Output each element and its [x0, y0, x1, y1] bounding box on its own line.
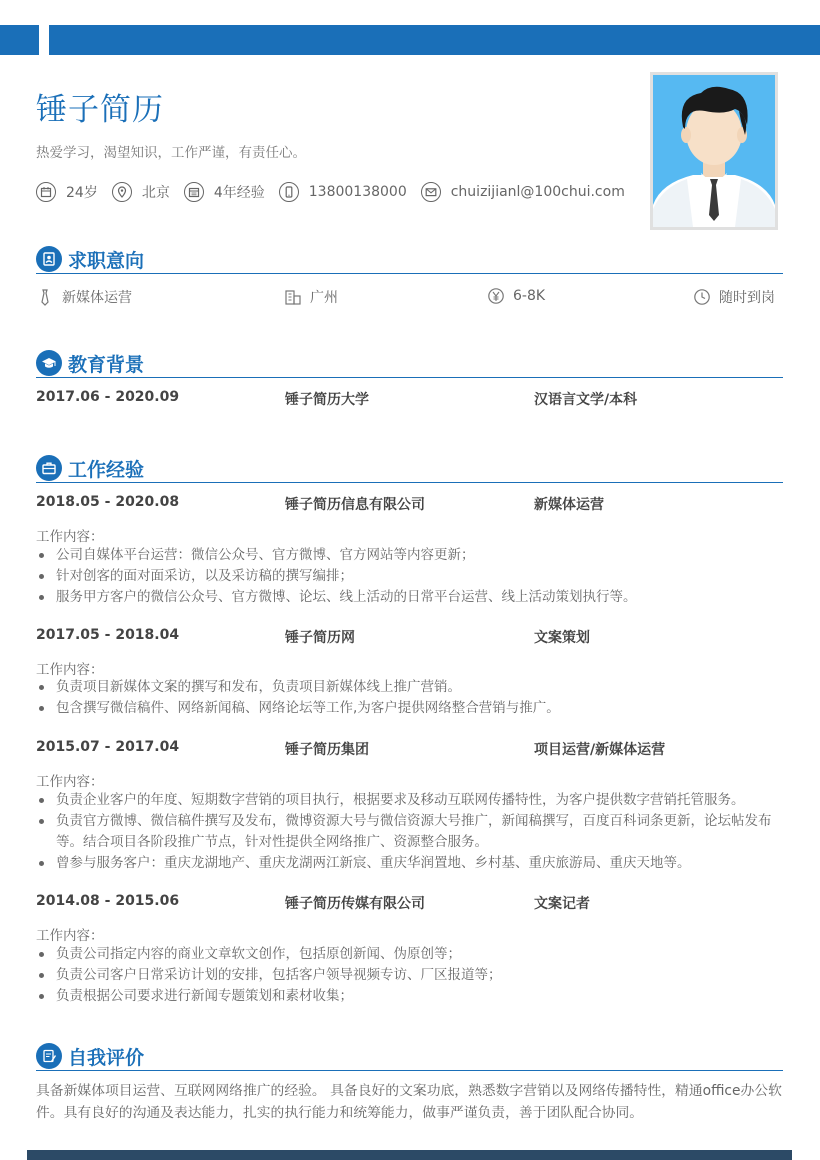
work-content-label: 工作内容： [36, 529, 104, 545]
briefcase-icon [36, 455, 62, 481]
intent-row [36, 287, 783, 309]
section-title-intent: 求职意向 [68, 250, 145, 272]
list-item: 包含撰写微信稿件、网络新闻稿、网络论坛等工作,为客户提供网络整合营销与推广。 [36, 698, 786, 719]
work-period: 2014.08 - 2015.06 [36, 893, 180, 909]
graduation-cap-icon [36, 350, 62, 376]
work-company: 锤子简历网 [285, 630, 355, 646]
work-content-label: 工作内容： [36, 928, 104, 944]
intent-city-text: 广州 [310, 290, 338, 306]
avatar-illustration [653, 75, 775, 227]
resume-motto: 热爱学习，渴望知识，工作严谨，有责任心。 [36, 145, 306, 161]
work-company: 锤子简历传媒有限公司 [285, 896, 425, 912]
section-header-intent [36, 244, 783, 274]
work-role: 文案策划 [534, 630, 590, 646]
intent-city [284, 287, 338, 307]
info-email [421, 182, 625, 202]
info-city-text: 北京 [141, 185, 170, 201]
work-company: 锤子简历集团 [285, 742, 369, 758]
section-title-education: 教育背景 [68, 354, 145, 376]
list-item: 针对创客的面对面采访，以及采访稿的撰写编排； [36, 566, 786, 587]
info-email-text: chuizijianl@100chui.com [450, 184, 625, 200]
list-item: 公司自媒体平台运营：微信公众号、官方微博、官方网站等内容更新； [36, 545, 786, 566]
info-experience [184, 182, 265, 202]
intent-salary-text: 6-8K [513, 288, 546, 304]
education-period: 2017.06 - 2020.09 [36, 389, 180, 405]
bottom-accent-bar [27, 1150, 792, 1160]
info-phone-text: 13800138000 [308, 184, 407, 200]
yen-coin-icon [487, 287, 505, 305]
tie-icon [36, 288, 54, 306]
work-duties-4 [36, 944, 786, 1007]
work-entry-2 [36, 627, 783, 647]
work-period: 2015.07 - 2017.04 [36, 739, 180, 755]
education-school: 锤子简历大学 [285, 392, 369, 408]
info-age [36, 182, 98, 202]
work-role: 新媒体运营 [534, 497, 604, 513]
work-content-label: 工作内容： [36, 662, 104, 678]
work-role: 文案记者 [534, 896, 590, 912]
work-role: 项目运营/新媒体运营 [534, 742, 666, 758]
phone-icon [279, 182, 299, 202]
list-item: 负责根据公司要求进行新闻专题策划和素材收集； [36, 986, 786, 1007]
intent-salary [487, 287, 545, 305]
intent-availability [693, 287, 775, 307]
work-duties-2 [36, 677, 786, 719]
info-experience-text: 4年经验 [213, 185, 265, 201]
top-accent-bar-right [49, 25, 820, 55]
list-item: 负责项目新媒体文案的撰写和发布，负责项目新媒体线上推广营销。 [36, 677, 786, 698]
education-entry [36, 389, 783, 409]
intent-position [36, 287, 132, 307]
intent-availability-text: 随时到岗 [719, 290, 775, 306]
id-card-icon [36, 246, 62, 272]
intent-position-text: 新媒体运营 [62, 290, 132, 306]
education-major: 汉语言文学/本科 [534, 392, 638, 408]
work-entry-1 [36, 494, 783, 514]
list-item: 曾参与服务客户：重庆龙湖地产、重庆龙湖两江新宸、重庆华润置地、乡村基、重庆旅游局、重庆天地等。 [36, 853, 786, 874]
info-age-text: 24岁 [66, 185, 98, 201]
work-content-label: 工作内容： [36, 774, 104, 790]
section-header-education [36, 348, 783, 378]
building-icon [284, 288, 302, 306]
location-pin-icon [112, 182, 132, 202]
pencil-note-icon [36, 1043, 62, 1069]
contact-info-row [36, 180, 639, 204]
list-item: 负责公司客户日常采访计划的安排，包括客户领导视频专访、厂区报道等； [36, 965, 786, 986]
resume-name: 锤子简历 [36, 92, 164, 128]
work-duties-3 [36, 790, 786, 874]
section-header-evaluation [36, 1041, 783, 1071]
profile-photo [650, 72, 778, 230]
work-company: 锤子简历信息有限公司 [285, 497, 425, 513]
list-item: 服务甲方客户的微信公众号、官方微博、论坛、线上活动的日常平台运营、线上活动策划执行等。 [36, 587, 786, 608]
section-header-work [36, 453, 783, 483]
work-period: 2018.05 - 2020.08 [36, 494, 180, 510]
calendar-icon [36, 182, 56, 202]
calendar-icon [184, 182, 204, 202]
clock-icon [693, 288, 711, 306]
work-duties-1 [36, 545, 786, 608]
work-entry-4 [36, 893, 783, 913]
section-title-work: 工作经验 [68, 459, 145, 481]
self-evaluation-text: 具备新媒体项目运营、互联网网络推广的经验。 具备良好的文案功底，熟悉数字营销以及网络传播特性，精通office办公软件。具有良好的沟通及表达能力，扎实的执行能力和统筹能力，做事严谨负责，善于团队配合协同。 [36, 1083, 782, 1121]
info-city [112, 182, 170, 202]
top-accent-bar-left [0, 25, 39, 55]
list-item: 负责公司指定内容的商业文章软文创作，包括原创新闻、伪原创等； [36, 944, 786, 965]
section-title-evaluation: 自我评价 [68, 1047, 145, 1069]
email-icon [421, 182, 441, 202]
work-period: 2017.05 - 2018.04 [36, 627, 180, 643]
info-phone [279, 182, 407, 202]
list-item: 负责官方微博、微信稿件撰写及发布，微博资源大号与微信资源大号推广，新闻稿撰写，百度百科词条更新，论坛帖发布等。结合项目各阶段推广节点，针对性提供全网络推广、资源整合服务。 [36, 811, 786, 853]
work-entry-3 [36, 739, 783, 759]
list-item: 负责企业客户的年度、短期数字营销的项目执行，根据要求及移动互联网传播特性，为客户提供数字营销托管服务。 [36, 790, 786, 811]
